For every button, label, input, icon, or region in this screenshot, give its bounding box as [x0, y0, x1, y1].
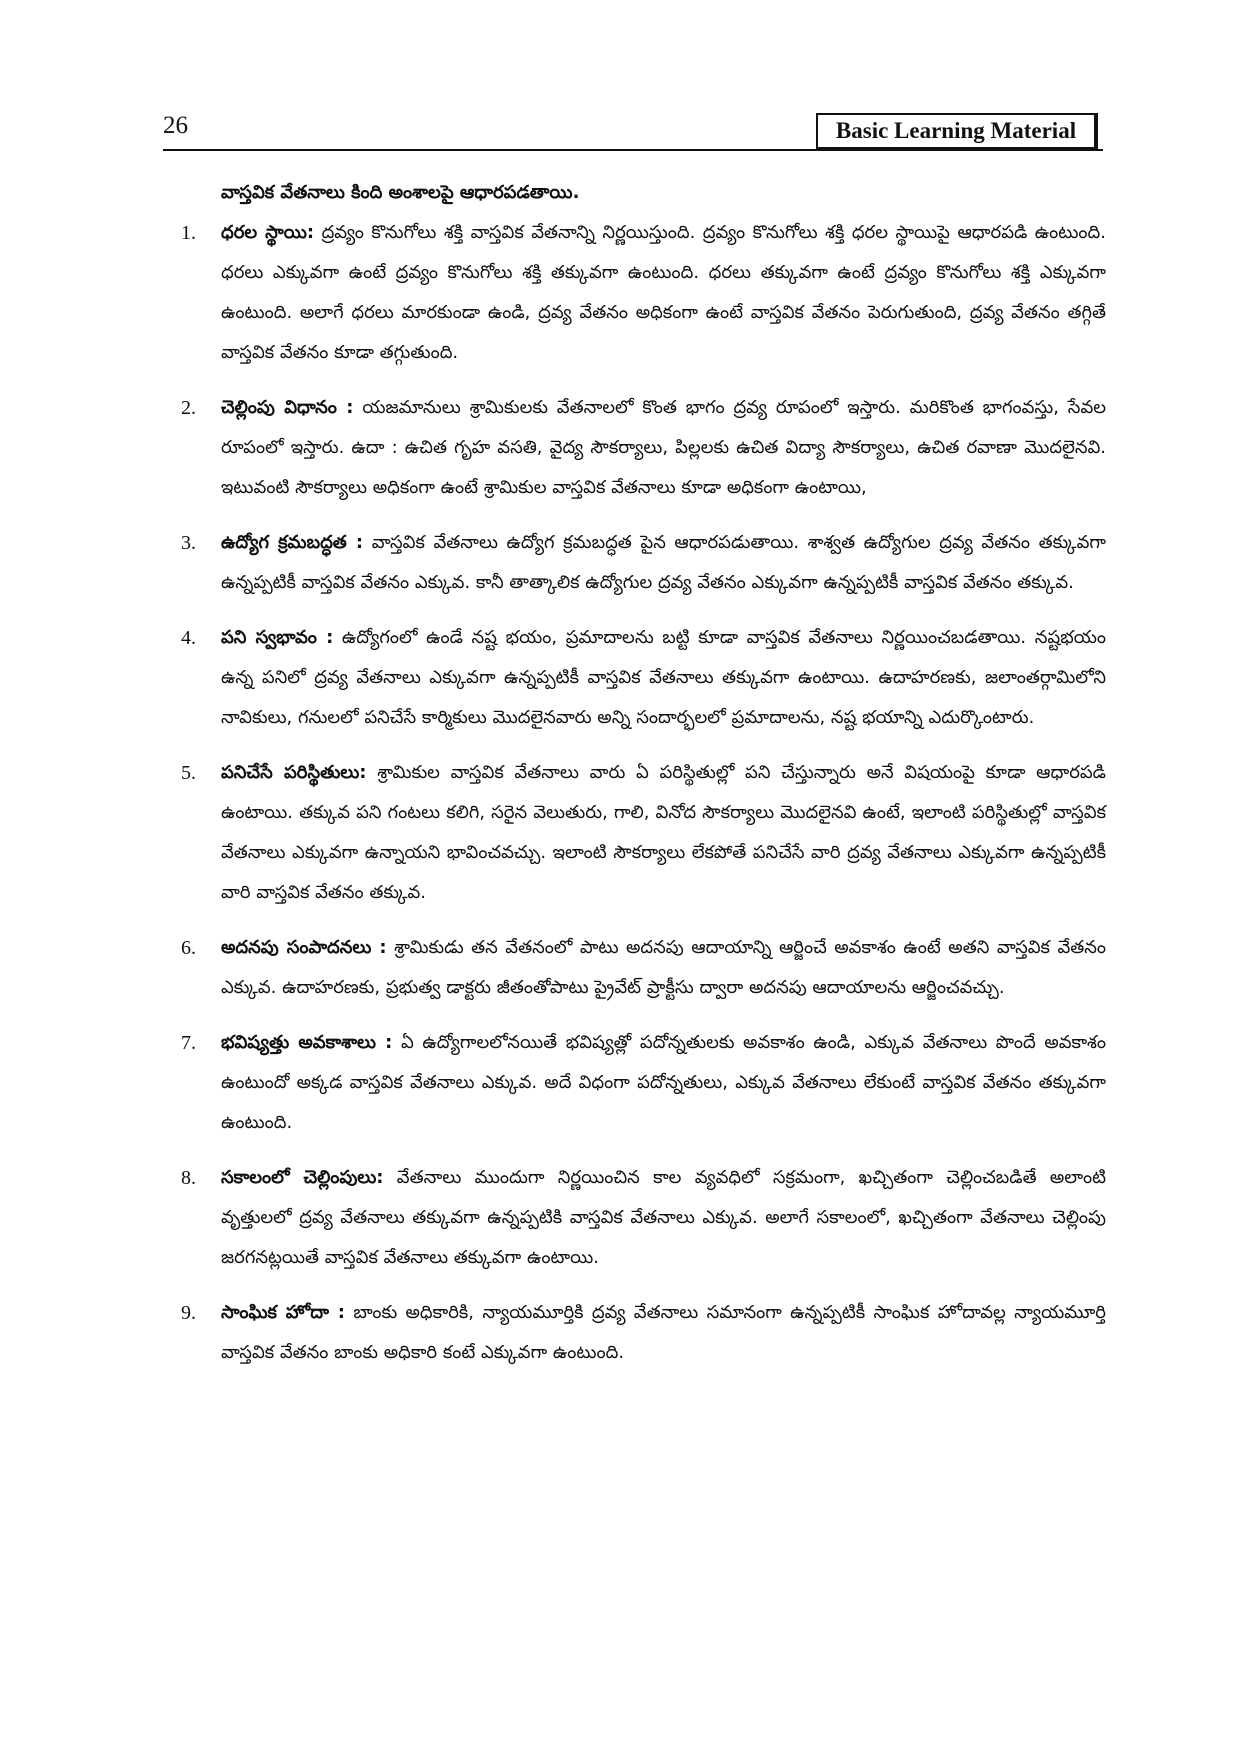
item-title: చెల్లింపు విధానం : — [221, 397, 354, 418]
item-body — [221, 1158, 1106, 1278]
intro-heading: వాస్తవిక వేతనాలు కింది అంశాలపై ఆధారపడతాయి. — [221, 182, 580, 203]
item-number: 7. — [181, 1032, 196, 1054]
item-number: 3. — [181, 532, 196, 554]
item-text: బాంకు అధికారికి, న్యాయమూర్తికి ద్రవ్య వేతనాలు సమానంగా ఉన్నప్పటికీ సాంఘిక హోదావల్ల న్యాయమూర్తి వాస్తవిక వేతనం బాంకు అధికారి కంటే ఎక్కువగా ఉంటుంది. — [221, 1302, 1106, 1363]
item-text: యజమానులు శ్రామికులకు వేతనాలలో కొంత భాగం ద్రవ్య రూపంలో ఇస్తారు. మరికొంత భాగంవస్తు, సేవల రూపంలో ఇస్తారు. ఉదా : ఉచిత గృహ వసతి, వైద్య సౌకర్యాలు, పిల్లలకు ఉచిత విద్యా సౌకర్యాలు, ఉచిత రవాణా మొదలైనవి. ఇటువంటి సౌకర్యాలు అధికంగా ఉంటే శ్రామికుల వాస్తవిక వేతనాలు కూడా అధికంగా ఉంటాయి, — [221, 397, 1107, 498]
list-item — [181, 1293, 1106, 1373]
item-title: సాంఘిక హోదా : — [221, 1302, 345, 1323]
item-text: ఉద్యోగంలో ఉండే నష్ట భయం, ప్రమాదాలను బట్టి కూడా వాస్తవిక వేతనాలు నిర్ణయించబడతాయి. నష్టభయం ఉన్న పనిలో ద్రవ్య వేతనాలు ఎక్కువగా ఉన్నప్పటికీ వాస్తవిక వేతనాలు తక్కువగా ఉంటాయి. ఉదాహరణకు, జలాంతర్గామిలోని నావికులు, గనులలో పనిచేసే కార్మికులు మొదలైనవారు అన్ని సందార్భలలో ప్రమాదాలను, నష్ట భయాన్ని ఎదుర్కొంటారు. — [221, 627, 1106, 728]
item-text: ద్రవ్యం కొనుగోలు శక్తి వాస్తవిక వేతనాన్ని నిర్ణయిస్తుంది. ద్రవ్యం కొనుగోలు శక్తి ధరల స్థాయిపై ఆధారపడి ఉంటుంది. ధరలు ఎక్కువగా ఉంటే ద్రవ్యం కొనుగోలు శక్తి తక్కువగా ఉంటుంది. ధరలు తక్కువగా ఉంటే ద్రవ్యం కొనుగోలు శక్తి ఎక్కువగా ఉంటుంది. అలాగే ధరలు మారకుండా ఉండి, ద్రవ్య వేతనం అధికంగా ఉంటే వాస్తవిక వేతనం పెరుగుతుంది, ద్రవ్య వేతనం తగ్గితే వాస్తవిక వేతనం కూడా తగ్గుతుంది. — [221, 222, 1106, 363]
item-text: శ్రామికుడు తన వేతనంలో పాటు అదనపు ఆదాయాన్ని ఆర్జించే అవకాశం ఉంటే అతని వాస్తవిక వేతనం ఎక్కువ. ఉదాహరణకు, ప్రభుత్వ డాక్టరు జీతంతోపాటు ప్రైవేట్ ప్రాక్టీసు ద్వారా అదనపు ఆదాయాలను ఆర్జించవచ్చు. — [221, 937, 1107, 998]
item-body — [221, 753, 1106, 913]
list-item — [181, 213, 1106, 373]
item-number: 8. — [181, 1167, 196, 1189]
item-number: 4. — [181, 627, 196, 649]
item-body — [221, 388, 1106, 508]
item-number: 1. — [181, 222, 196, 244]
page-number: 26 — [163, 112, 188, 139]
list-item — [181, 928, 1106, 1008]
item-title: ఉద్యోగ క్రమబద్ధత : — [221, 532, 364, 553]
list-item — [181, 618, 1106, 738]
page-content — [181, 173, 1106, 1388]
list-item — [181, 1158, 1106, 1278]
item-body — [221, 1023, 1106, 1143]
item-text: శ్రామికుల వాస్తవిక వేతనాలు వారు ఏ పరిస్థితుల్లో పని చేస్తున్నారు అనే విషయంపై కూడా ఆధారపడి ఉంటాయి. తక్కువ పని గంటలు కలిగి, సరైన వెలుతురు, గాలి, వినోద సౌకర్యాలు మొదలైనవి ఉంటే, ఇలాంటి పరిస్థితుల్లో వాస్తవిక వేతనాలు ఎక్కువగా ఉన్నాయని భావించవచ్చు. ఇలాంటి సౌకర్యాలు లేకపోతే పనిచేసే వారి ద్రవ్య వేతనాలు ఎక్కువగా ఉన్నప్పటికీ వారి వాస్తవిక వేతనం తక్కువ. — [221, 762, 1106, 903]
item-number: 9. — [181, 1302, 196, 1324]
list-item — [181, 388, 1106, 508]
item-title: పనిచేసే పరిస్థితులు: — [221, 762, 367, 783]
item-body — [221, 928, 1106, 1008]
item-title: సకాలంలో చెల్లింపులు: — [221, 1167, 384, 1188]
list-item — [181, 1023, 1106, 1143]
item-text: వాస్తవిక వేతనాలు ఉద్యోగ క్రమబద్ధత పైన ఆధారపడుతాయి. శాశ్వత ఉద్యోగుల ద్రవ్య వేతనం తక్కువగా ఉన్నప్పటికీ వాస్తవిక వేతనం ఎక్కువ. కానీ తాత్కాలిక ఉద్యోగుల ద్రవ్య వేతనం ఎక్కువగా ఉన్నప్పటికీ వాస్తవిక వేతనం తక్కువ. — [221, 532, 1106, 593]
item-body — [221, 523, 1106, 603]
item-body — [221, 213, 1106, 373]
item-number: 6. — [181, 937, 196, 959]
header-rule — [163, 149, 1103, 151]
list-item — [181, 523, 1106, 603]
item-text: వేతనాలు ముందుగా నిర్ణయించిన కాల వ్యవధిలో సక్రమంగా, ఖచ్చితంగా చెల్లించబడితే అలాంటి వృత్తులలో ద్రవ్య వేతనాలు తక్కువగా ఉన్నప్పటికి వాస్తవిక వేతనాలు ఎక్కువ. అలాగే సకాలంలో, ఖచ్చితంగా వేతనాలు చెల్లింపు జరగనట్లయితే వాస్తవిక వేతనాలు తక్కువగా ఉంటాయి. — [221, 1167, 1106, 1268]
item-body — [221, 618, 1106, 738]
book-title-box — [816, 113, 1098, 149]
item-title: ధరల స్థాయి: — [221, 222, 315, 243]
item-title: భవిష్యత్తు అవకాశాలు : — [221, 1032, 393, 1053]
item-title: అదనపు సంపాదనలు : — [221, 937, 387, 958]
item-number: 5. — [181, 762, 196, 784]
item-number: 2. — [181, 397, 196, 419]
item-body — [221, 1293, 1106, 1373]
item-title: పని స్వభావం : — [221, 627, 334, 648]
book-title: Basic Learning Material — [835, 118, 1077, 143]
item-text: ఏ ఉద్యోగాలలోనయితే భవిష్యత్లో పదోన్నతులకు అవకాశం ఉండి, ఎక్కువ వేతనాలు పొందే అవకాశం ఉంటుందో అక్కడ వాస్తవిక వేతనాలు ఎక్కువ. అదే విధంగా పదోన్నతులు, ఎక్కువ వేతనాలు లేకుంటే వాస్తవిక వేతనం తక్కువగా ఉంటుంది. — [221, 1032, 1106, 1133]
list-item — [181, 753, 1106, 913]
